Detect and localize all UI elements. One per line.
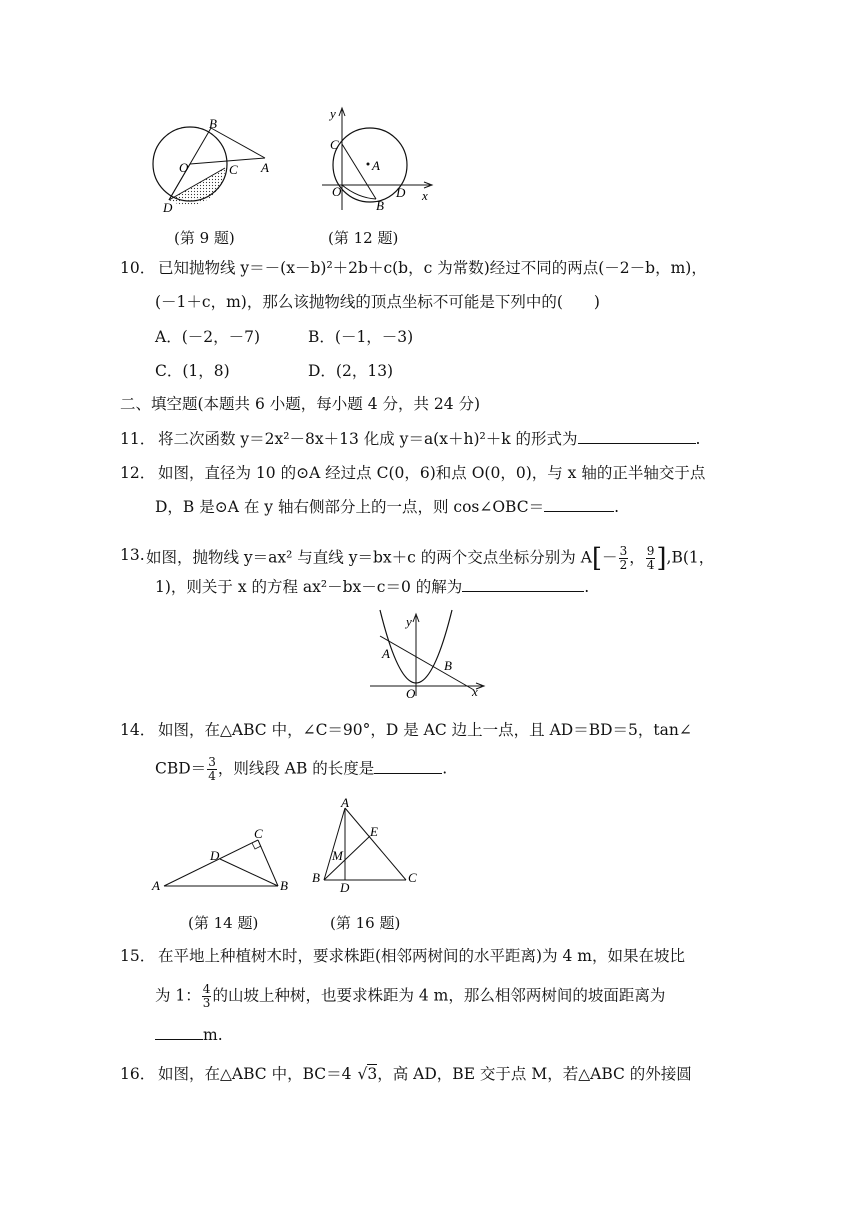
label-B: B (444, 658, 452, 673)
q14-body: CBD＝ (155, 759, 207, 778)
q10-option-a: A．(－2，－7) (155, 328, 261, 346)
q12-line2 (155, 497, 619, 517)
q13-body: 如图，抛物线 y＝ax² 与直线 y＝bx＋c 的两个交点坐标分别为 A (146, 548, 592, 567)
q14-frac: $\frac{3}{4}$ (208, 755, 216, 783)
q14-end: . (442, 759, 448, 778)
q15-number: 15． (120, 947, 156, 965)
q10-option-b: B．(－1，－3) (308, 328, 414, 346)
q16-line1 (158, 1064, 692, 1084)
label-C: C (408, 870, 417, 885)
figure-q16 (308, 798, 426, 894)
q15-body-b: 的山坡上种树，也要求株距为 4 m，那么相邻两树间的坡面距离为 (212, 986, 666, 1005)
q14-line1: 如图，在△ABC 中，∠C＝90°，D 是 AC 边上一点，且 AD＝BD＝5，tan∠ (158, 721, 692, 739)
q13-line1: 如图，抛物线 y＝ax² 与直线 y＝bx＋c 的两个交点坐标分别为 A[－ $\frac{3}{2}$ ， $\frac{9}{4}$ ],B(1， (146, 543, 715, 574)
label-A: A (372, 158, 380, 173)
label-A: A (341, 798, 349, 810)
label-D: D (396, 185, 406, 200)
q10-number: 10． (120, 259, 156, 277)
q13-body2: 1)，则关于 x 的方程 ax²－bx－c＝0 的解为 (155, 578, 463, 596)
label-x: x (422, 188, 428, 203)
q12-number: 12． (120, 464, 156, 482)
q15-frac: $\frac{4}{3}$ (202, 982, 211, 1010)
label-A: A (261, 160, 269, 175)
q13-body-b: ,B(1， (666, 548, 715, 567)
q15-body: 为 1： (155, 986, 201, 1005)
label-C: C (229, 162, 238, 177)
q13-line2 (155, 577, 589, 597)
label-y: y (330, 106, 336, 121)
label-E: E (370, 824, 378, 839)
q10-line1: 已知抛物线 y＝－(x－b)²＋2b＋c(b，c 为常数)经过不同的两点(－2－b，m)， (158, 259, 707, 277)
q11-end: . (695, 430, 701, 448)
q16-body-b: ，高 AD，BE 交于点 M，若△ABC 的外接圆 (377, 1065, 692, 1083)
q16-sqrt-value: 3 (367, 1065, 378, 1083)
label-B: B (209, 116, 217, 131)
q15-line1: 在平地上种植树木时，要求株距(相邻两树间的水平距离)为 4 m，如果在坡比 (158, 947, 686, 965)
q11-body: 将二次函数 y＝2x²－8x＋13 化成 y＝a(x＋h)²＋k 的形式为 (158, 430, 578, 448)
q11-text (158, 429, 700, 449)
q13-frac-y: $\frac{9}{4}$ (646, 544, 655, 572)
q15-line3 (155, 1025, 223, 1045)
q13-number: 13. (120, 546, 145, 564)
caption-fig9: (第 9 题) (174, 229, 235, 247)
q14-line2 (155, 756, 447, 783)
caption-fig12: (第 12 题) (328, 229, 399, 247)
q15-line2 (155, 983, 665, 1010)
label-O: O (406, 686, 416, 698)
q12-end: . (614, 498, 620, 516)
label-B: B (280, 878, 288, 893)
q15-unit: m. (203, 1026, 223, 1044)
label-O: O (332, 184, 342, 199)
label-A: A (382, 646, 390, 661)
caption-fig14: (第 14 题) (188, 914, 259, 932)
caption-fig16: (第 16 题) (330, 914, 401, 932)
q10-option-c: C．(1，8) (155, 362, 230, 380)
q15-answer-blank[interactable] (155, 1025, 203, 1040)
label-D: D (163, 200, 173, 215)
label-O: O (179, 160, 189, 175)
q10-option-d: D．(2，13) (308, 362, 394, 380)
label-B: B (376, 198, 384, 213)
figure-q13 (366, 606, 488, 698)
q13-end: . (584, 578, 590, 596)
q10-line2: (－1＋c，m)，那么该抛物线的顶点坐标不可能是下列中的( ) (155, 293, 600, 311)
label-D: D (340, 880, 350, 894)
q13-frac-x: $\frac{3}{2}$ (619, 544, 628, 572)
label-B: B (312, 870, 320, 885)
q14-number: 14． (120, 721, 156, 739)
section-heading: 二、填空题(本题共 6 小题，每小题 4 分，共 24 分) (120, 395, 481, 413)
q12-line1: 如图，直径为 10 的⊙A 经过点 C(0，6)和点 O(0，0)，与 x 轴的正半轴交于点 (158, 464, 706, 482)
q11-answer-blank[interactable] (578, 429, 696, 444)
q12-body: D，B 是⊙A 在 y 轴右侧部分上的一点，则 cos∠OBC＝ (155, 498, 545, 516)
q16-body: 如图，在△ABC 中，BC＝4 (158, 1065, 352, 1083)
label-x: x (472, 684, 478, 698)
q16-number: 16． (120, 1065, 156, 1083)
sqrt-sign: √ (357, 1065, 368, 1083)
q13-answer-blank[interactable] (462, 577, 584, 592)
label-C: C (254, 826, 263, 841)
q14-answer-blank[interactable] (374, 759, 442, 774)
figure-q9 (145, 112, 280, 217)
label-A: A (152, 878, 160, 893)
figure-q12 (318, 104, 438, 216)
label-M: M (332, 848, 343, 863)
label-y: y (406, 614, 412, 629)
q12-answer-blank[interactable] (544, 497, 614, 512)
label-C: C (330, 137, 339, 152)
label-D: D (210, 848, 220, 863)
q14-body-b: ，则线段 AB 的长度是 (217, 759, 375, 778)
q11-number: 11． (120, 430, 156, 448)
figure-q14 (148, 826, 296, 894)
